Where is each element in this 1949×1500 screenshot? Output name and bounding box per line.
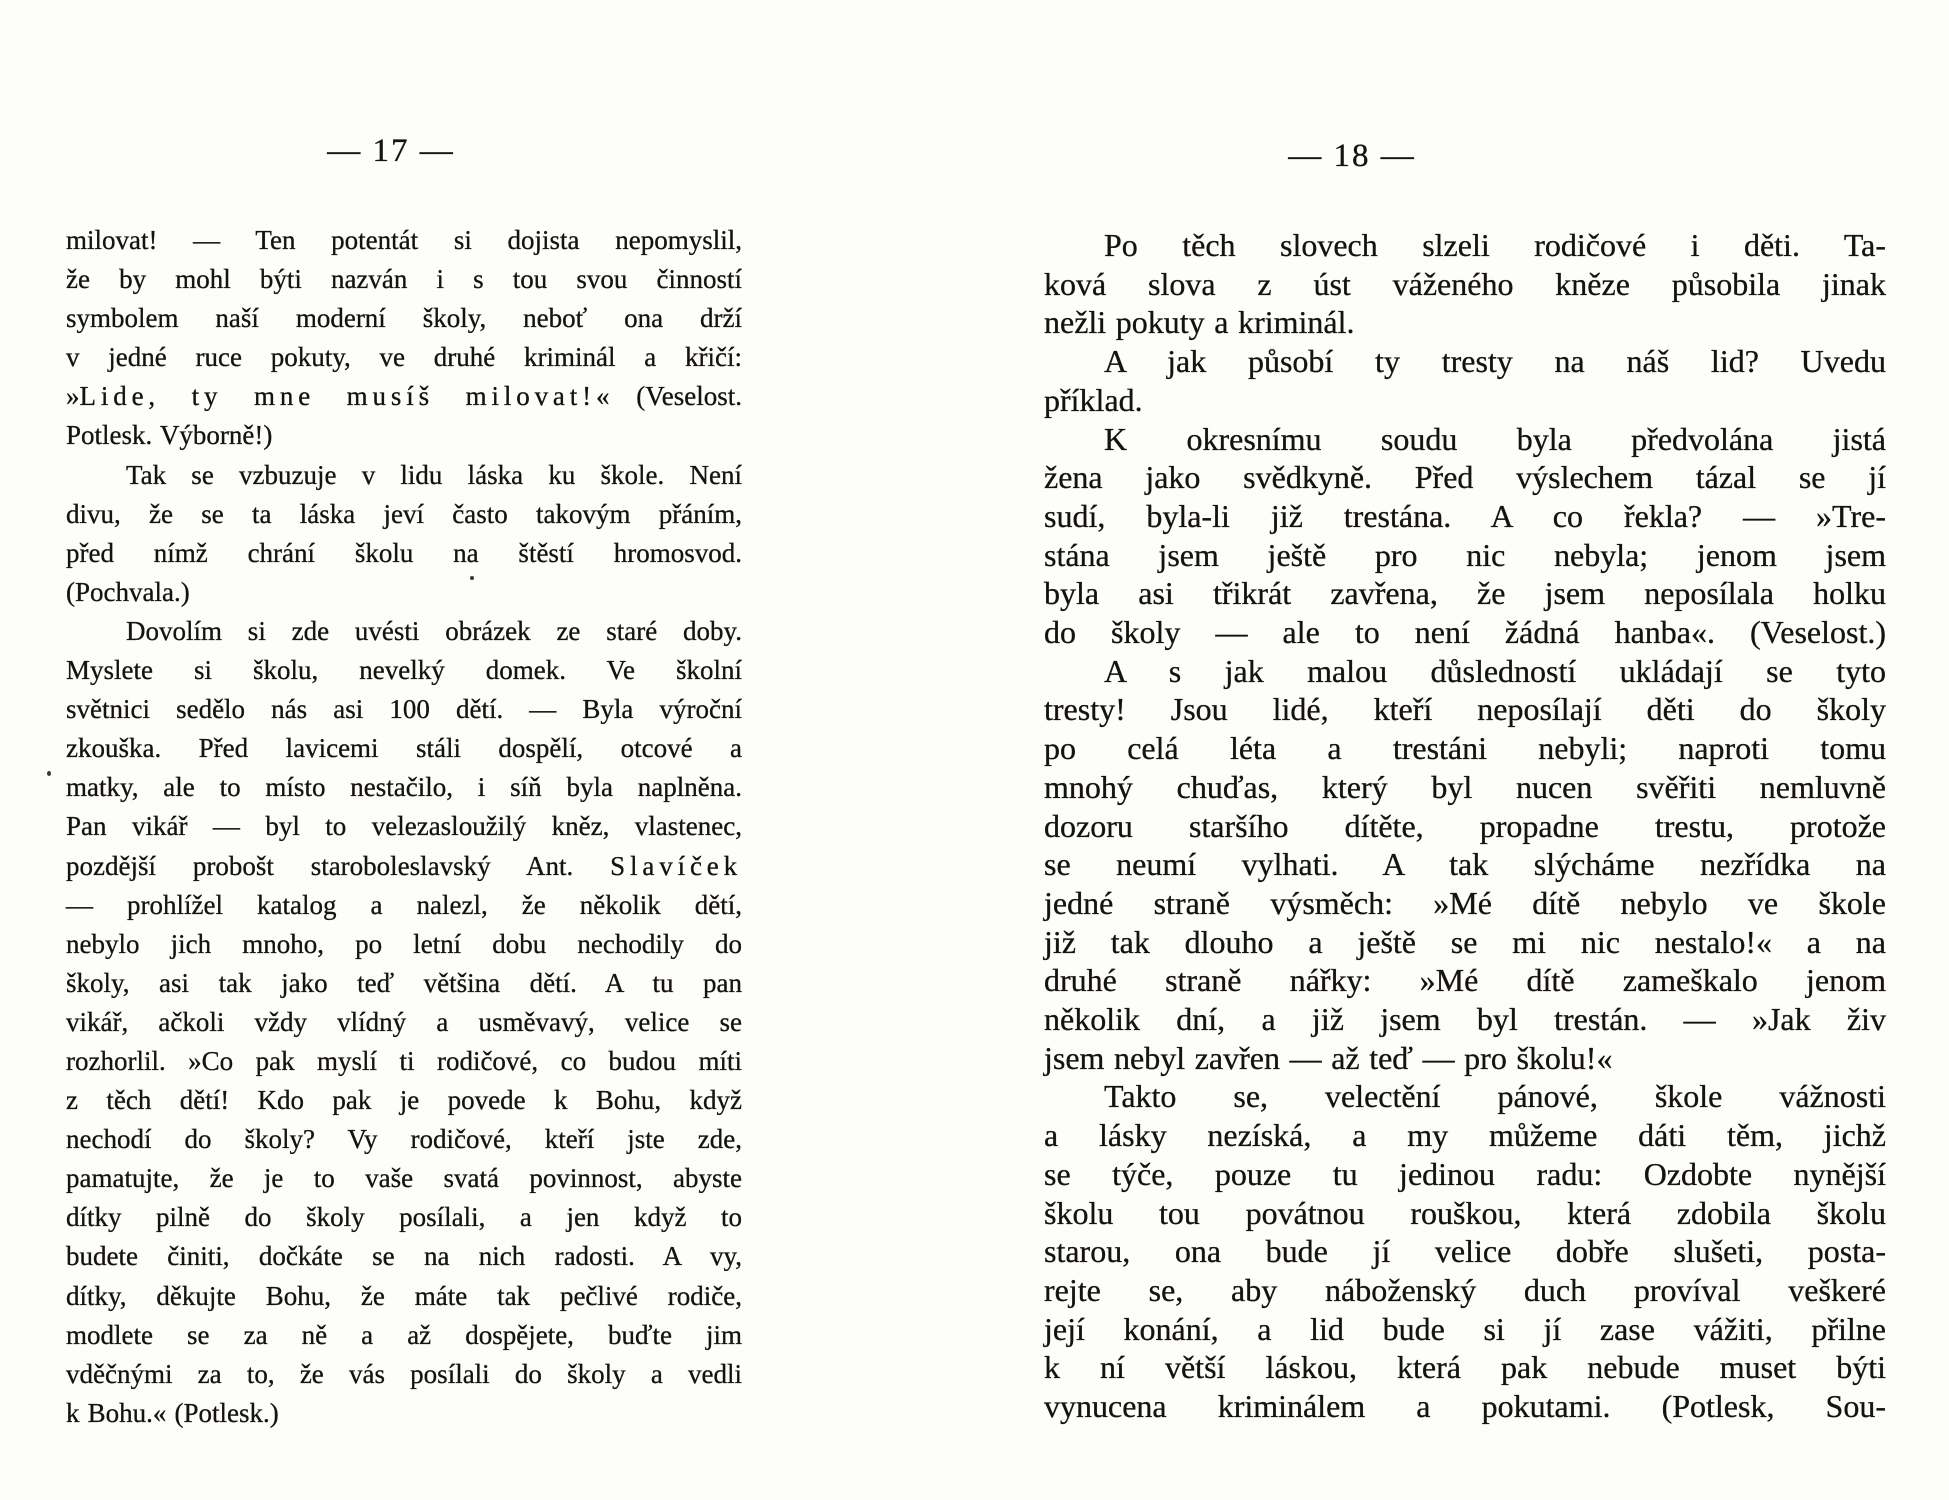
text-line: se neumí vylhati. A tak slýcháme nezřídka na (1044, 846, 1886, 883)
text-line: po celá léta a trestáni nebyli; naproti tomu (1044, 730, 1886, 767)
letterspaced-text: Slavíček (610, 850, 742, 881)
text-line: Tak se vzbuzuje v lidu láska ku škole. Není (126, 459, 742, 490)
text-line: starou, ona bude jí velice dobře slušeti, posta- (1044, 1233, 1886, 1270)
text-line: (Pochvala.) (66, 576, 190, 607)
text-line: v jedné ruce pokuty, ve druhé kriminál a křičí: (66, 342, 742, 373)
text-line: milovat! — Ten potentát si dojista nepomyslil, (66, 225, 742, 255)
text-line: k ní větší láskou, která pak nebude muset býti (1044, 1349, 1886, 1386)
text-segment: « (Veselost. (595, 381, 742, 412)
text-line: Potlesk. Výborně!) (66, 420, 273, 451)
text-line: sudí, byla-li již trestána. A co řekla? — »Tre- (1044, 497, 1886, 534)
text-line: dítky pilně do školy posílali, a jen když to (66, 1202, 742, 1233)
text-line: — prohlížel katalog a nalezl, že několik dětí, (66, 889, 742, 920)
text-line: nežli pokuty a kriminál. (1044, 304, 1355, 341)
text-line: několik dní, a již jsem byl trestán. — »Jak živ (1044, 1001, 1886, 1038)
text-line: jsem nebyl zavřen — až teď — pro školu!« (1044, 1039, 1613, 1076)
text-line: K okresnímu soudu byla předvolána jistá (1104, 420, 1886, 457)
text-line: k Bohu.« (Potlesk.) (66, 1397, 279, 1428)
text-line: A s jak malou důsledností ukládají se tyto (1104, 652, 1886, 689)
text-line: rozhorlil. »Co pak myslí ti rodičové, co budou míti (66, 1045, 742, 1076)
text-segment: » (66, 381, 80, 412)
text-segment: pozdější probošt staroboleslavský Ant. (66, 850, 611, 881)
text-line: jedné straně výsměch: »Mé dítě nebylo ve škole (1044, 884, 1886, 921)
text-line: žena jako svědkyně. Před výslechem tázal se jí (1044, 459, 1886, 496)
text-line: stána jsem ještě pro nic nebyla; jenom jsem (1044, 536, 1886, 573)
text-line: Dovolím si zde uvésti obrázek ze staré doby. (126, 615, 742, 646)
text-line: matky, ale to místo nestačilo, i síň byla naplněna. (66, 772, 742, 803)
text-line: se týče, pouze tu jedinou radu: Ozdobte nynější (1044, 1155, 1886, 1192)
right-page-text-column (1044, 226, 1886, 1426)
text-line: vděčnými za to, že vás posílali do školy a vedli (66, 1358, 742, 1389)
text-line: již tak dlouho a ještě se mi nic nestalo!« a na (1044, 923, 1886, 960)
text-line: školy, asi tak jako teď většina dětí. A tu pan (66, 967, 742, 998)
text-line: školu tou povátnou rouškou, která zdobila školu (1044, 1194, 1886, 1231)
text-line: Myslete si školu, nevelký domek. Ve školní (66, 655, 742, 686)
page-number-right: — 18 — (1288, 138, 1416, 174)
text-line: pamatujte, že je to vaše svatá povinnost, abyste (66, 1163, 742, 1194)
text-line: příklad. (1044, 381, 1143, 418)
text-line: zkouška. Před lavicemi stáli dospělí, otcové a (66, 733, 742, 764)
text-line: nechodí do školy? Vy rodičové, kteří jste zde, (66, 1124, 742, 1155)
text-line (66, 847, 742, 886)
text-line: modlete se za ně a až dospějete, buďte jim (66, 1319, 742, 1350)
text-line: světnici sedělo nás asi 100 dětí. — Byla výroční (66, 694, 742, 725)
text-line: vikář, ačkoli vždy vlídný a usměvavý, velice se (66, 1006, 742, 1037)
text-line: A jak působí ty tresty na náš lid? Uvedu (1104, 343, 1886, 380)
text-line: druhé straně nářky: »Mé dítě zameškalo jenom (1044, 962, 1886, 999)
text-line: tresty! Jsou lidé, kteří neposílají děti do školy (1044, 691, 1886, 728)
text-line (66, 377, 742, 416)
text-line: Takto se, velectění pánové, škole vážnosti (1104, 1078, 1886, 1115)
text-line: vynucena kriminálem a pokutami. (Potlesk, Sou- (1044, 1388, 1886, 1425)
text-line: symbolem naší moderní školy, neboť ona drží (66, 303, 742, 334)
text-line: že by mohl býti nazván i s tou svou činností (66, 264, 742, 295)
text-line: mnohý chuďas, který byl nucen svěřiti nemluvně (1044, 768, 1886, 805)
text-line: divu, že se ta láska jeví často takovým přáním, (66, 498, 742, 529)
text-line: před nímž chrání školu na štěstí hromosvod. (66, 537, 742, 568)
text-line: dítky, děkujte Bohu, že máte tak pečlivé rodiče, (66, 1280, 742, 1311)
scan-artifact-dot (470, 576, 474, 580)
scan-artifact-dot (47, 771, 51, 776)
text-line: Po těch slovech slzeli rodičové i děti. Ta- (1104, 227, 1886, 263)
text-line: dozoru staršího dítěte, propadne trestu, protože (1044, 807, 1886, 844)
text-line: budete činiti, dočkáte se na nich radosti. A vy, (66, 1241, 742, 1272)
text-line: a lásky nezíská, a my můžeme dáti těm, jichž (1044, 1117, 1886, 1154)
text-line: její konání, a lid bude si jí zase vážiti, přilne (1044, 1310, 1886, 1347)
text-line: nebylo jich mnoho, po letní dobu nechodily do (66, 928, 742, 959)
text-line: z těch dětí! Kdo pak je povede k Bohu, když (66, 1085, 742, 1116)
text-line: Pan vikář — byl to velezasloužilý kněz, vlastenec, (66, 811, 742, 842)
text-line: byla asi třikrát zavřena, že jsem neposílala holku (1044, 575, 1886, 612)
text-line: do školy — ale to není žádná hanba«. (Veselost.) (1044, 614, 1886, 651)
page-number-left: — 17 — (327, 133, 455, 169)
text-line: rejte se, aby náboženský duch províval veškeré (1044, 1271, 1886, 1308)
letterspaced-text: Lide, ty mne musíš milovat! (79, 381, 596, 412)
text-line: ková slova z úst váženého kněze působila jinak (1044, 265, 1886, 302)
left-page-text-column (66, 221, 742, 1433)
